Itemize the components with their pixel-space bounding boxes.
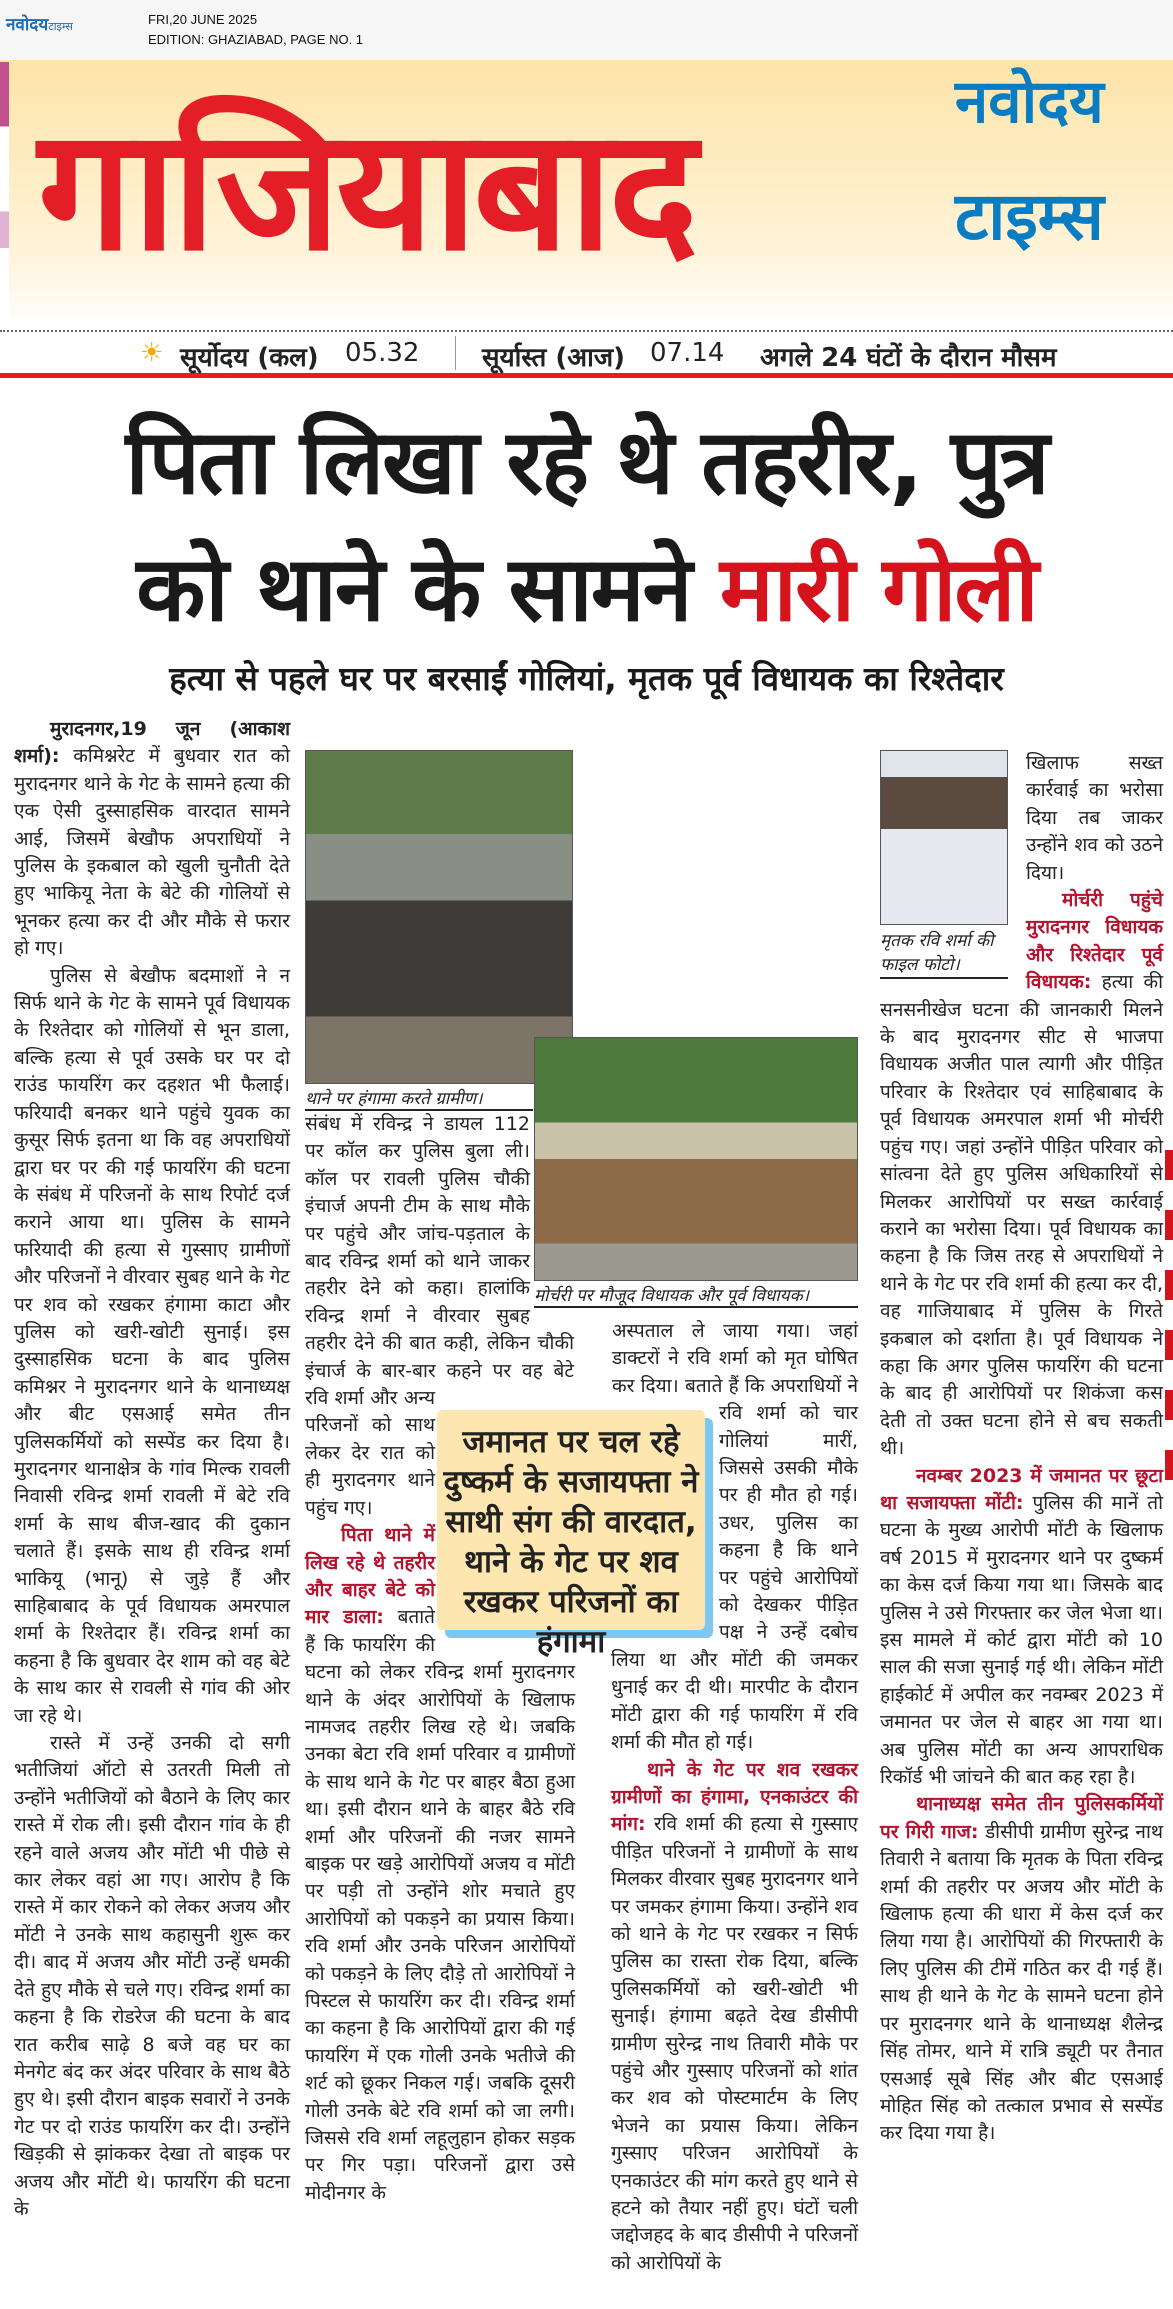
- crowd-photo: [305, 750, 573, 1084]
- paragraph: बताते हैं कि फायरिंग की घटना को लेकर रविन्द्र शर्मा मुरादनगर थाने के अंदर आरोपियों के खिलाफ नामजद तहरीर लिख रहे थे। जबकि उनका बेटा रवि शर्मा परिवार व ग्रामीणों के साथ थाने के गेट पर बाहर बैठा हुआ था। इसी दौरान थाने के बाहर बैठे रवि शर्मा और परिजनों की नजर सामने बाइक पर खड़े आरोपियों अजय व मोंटी पर पड़ी तो उन्होंने शोर मचाते हुए आरोपियों को पकड़ने का प्रयास किया। रवि शर्मा और उनके परिजन आरोपियों को पकड़ने के लिए दौड़े तो आरोपियों ने पिस्टल से फायरिंग कर दी। रविन्द्र शर्मा का कहना है कि आरोपियों द्वारा की गई फायरिंग में एक गोली उनके भतीजे की शर्ट को छूकर निकल गई। जबकि दूसरी गोली उनके बेटे रवि शर्मा को जा लगी। जिससे रवि शर्मा लहूलुहान होकर सड़क पर गिर पड़ा। परिजनों द्वारा उसे मोदीनगर के: [305, 1606, 575, 2204]
- masthead-brand: [955, 62, 1165, 322]
- victim-photo-caption: मृतक रवि शर्मा की फाइल फोटो।: [880, 929, 1008, 979]
- logo-sub: टाइम्स: [48, 20, 73, 33]
- dateline: मुरादनगर,19 जून (आकाश शर्मा):: [14, 718, 290, 768]
- headline-line1: पिता लिखा रहे थे तहरीर, पुत्र: [125, 410, 1048, 515]
- victim-photo-block: [880, 750, 1018, 982]
- paragraph: रास्ते में उन्हें उनकी दो सगी भतीजियां ऑटो से उतरती मिली तो उन्होंने भतीजियों को बैठाने के लिए कार रास्ते में रोक ली। इसी दौरान गांव के ही रहने वाले अजय और मोंटी भी पीछे से कार लेकर वहां आ गए। आरोप है कि रास्ते में कार रोकने को लेकर अजय और मोंटी ने उनके साथ कहासुनी शुरू कर दी। बाद में अजय और मोंटी उन्हें धमकी देते हुए मौके से चले गए। रविन्द्र शर्मा का कहना है कि रोडरेज की घटना के बाद रात करीब साढ़े 8 बजे वह घर का मेनगेट बंद कर अंदर परिवार के साथ बैठे हुए थे। इसी दौरान बाइक सवारों ने उनके गेट पर दो राउंड फायरिंग कर दी। उन्होंने खिड़की से झांककर देखा तो बाइक पर अजय और मोंटी थे। फायरिंग की घटना के: [14, 1732, 290, 2220]
- side-ad-strip[interactable]: [0, 62, 9, 320]
- mla-photo-caption: मोर्चरी पर मौजूद विधायक और पूर्व विधायक।: [534, 1283, 858, 1308]
- adjacent-page-edge: [1165, 1150, 1173, 1510]
- paragraph: हत्या की सनसनीखेज घटना की जानकारी मिलने के बाद मुरादनगर सीट से भाजपा विधायक अजीत पाल त्यागी और पीड़ित परिवार के रिश्तेदार एवं साहिबाबाद के पूर्व विधायक अमरपाल शर्मा भी मोर्चरी पहुंच गए। जहां उन्होंने पीड़ित परिवार को सांत्वना देते हुए पुलिस अधिकारियों से मिलकर आरोपियों पर सख्त कार्रवाई कराने का भरोसा दिया। पूर्व विधायक का कहना है कि जिस तरह से अपराधियों ने थाने के गेट पर रवि शर्मा की हत्या कर दी, वह गाजियाबाद में पुलिस के गिरते इकबाल को दर्शाता है। पूर्व विधायक ने कहा कि अगर पुलिस फायरिंग की घटना के बाद ही आरोपियों पर शिकंजा कस देती तो उक्त घटना होने से बच सकती थी।: [880, 971, 1163, 1460]
- headline-red: मारी गोली: [719, 537, 1037, 642]
- paragraph: पुलिस की मानें तो घटना के मुख्य आरोपी मोंटी के खिलाफ वर्ष 2015 में मुरादनगर थाने पर दुष्कर्म का केस दर्ज किया गया था। जिसके बाद पुलिस ने उसे गिरफ्तार कर जेल भेजा था। इस मामले में कोर्ट द्वारा मोंटी को 10 साल की सजा सुनाई गई थी। लेकिन मोंटी हाईकोर्ट में अपील कर नवम्बर 2023 में जमानत पर जेल से बाहर आ गया था। अब पुलिस मोंटी का अन्य आपराधिक रिकॉर्ड भी जांचने की बात कह रहा है।: [880, 1491, 1163, 1789]
- sunset-label: सूर्यास्त (आज): [482, 343, 626, 373]
- subheading: मोर्चरी पहुंचे मुरादनगर विधायक और रिश्तेदार पूर्व विधायक:: [1026, 889, 1163, 994]
- subheading: पिता थाने में लिख रहे थे तहरीर और बाहर बेटे को मार डाला:: [305, 1524, 435, 1629]
- divider: [455, 336, 456, 370]
- subheading: नवम्बर 2023 में जमानत पर छूटा था सजायफ्ता मोंटी:: [880, 1464, 1163, 1514]
- subheading: थाने के गेट पर शव रखकर ग्रामीणों का हंगामा, एनकाउंटर की मांग:: [611, 1758, 858, 1836]
- edition-name: EDITION: GHAZIABAD, PAGE NO. 1: [148, 32, 364, 47]
- sunrise-time: 05.32: [345, 338, 420, 368]
- headline-black: को थाने के सामने: [136, 537, 720, 642]
- masthead-city: गाजियाबाद: [38, 92, 694, 288]
- subheading: थानाध्यक्ष समेत तीन पुलिसकर्मियों पर गिरी गाज:: [880, 1793, 1163, 1843]
- sun-icon: ☀: [140, 338, 164, 368]
- sunset-time: 07.14: [650, 338, 725, 368]
- weather-bar: [0, 330, 1173, 378]
- subheadline: हत्या से पहले घर पर बरसाईं गोलियां, मृतक पूर्व विधायक का रिश्तेदार: [169, 659, 1004, 698]
- paragraph: डीसीपी ग्रामीण सुरेन्द्र नाथ तिवारी ने बताया कि मृतक के पिता रविन्द्र शर्मा की तहरीर पर अजय और मोंटी के खिलाफ हत्या की धारा में केस दर्ज कर लिया गया है। आरोपियों की गिरफ्तारी के लिए पुलिस की टीमें गठित कर दी गई हैं। साथ ही थाने के गेट के सामने घटना होने पर मुरादनगर थाने के थानाध्यक्ष शैलेन्द्र सिंह तोमर, थाने में रात्रि ड्यूटी पर तैनात एसआई सूबे सिंह और बीट एसआई मोहित सिंह को तत्काल प्रभाव से सस्पेंड कर दिया गया है।: [880, 1820, 1164, 2145]
- paragraph: संबंध में रविन्द्र ने डायल 112 पर कॉल कर पुलिस बुला ली। कॉल पर रावली पुलिस चौकी इंचार्ज अपनी टीम के साथ मौके पर पहुंचे और जांच-पड़ताल के बाद रविन्द्र शर्मा को थाने जाकर तहरीर देने को कहा। हालांकि रविन्द्र शर्मा ने वीरवार सुबह तहरीर देने की बात कही, लेकिन चौकी इंचार्ज के बार-बार कहने पर वह बेटे रवि शर्मा और अन्य परिजनों को साथ लेकर देर रात को ही मुरादनगर थाने पहुंच गए।: [305, 1113, 574, 1519]
- mla-photo: [534, 1037, 858, 1281]
- masthead-brand-top: नवोदय: [955, 67, 1104, 137]
- edition-info: [148, 10, 363, 50]
- victim-photo: [880, 750, 1008, 925]
- top-bar: [0, 0, 1173, 60]
- paragraph: खिलाफ सख्त कार्रवाई का भरोसा दिया तब जाकर उन्होंने शव को उठने दिया।: [1026, 752, 1163, 884]
- masthead-brand-bottom: टाइम्स: [955, 178, 1104, 255]
- paragraph: अस्पताल ले जाया गया। जहां डाक्टरों ने रवि शर्मा को मृत घोषित कर दिया। बताते हैं कि अपराधियों ने रवि शर्मा को चार गोलियां मारीं, जिससे उसकी मौके पर ही मौत हो गई। उधर, पुलिस का कहना है कि थाने पर पहुंचे आरोपियों को देखकर पीड़ित पक्ष ने उन्हें दबोच लिया था और मोंटी की जमकर धुनाई कर दी थी। मारपीट के दौरान मोंटी द्वारा की गई फायरिंग में रवि शर्मा की मौत हो गई।: [611, 1320, 858, 1754]
- article-column-2: [305, 1111, 575, 2207]
- paragraph: कमिश्नरेट में बुधवार रात को मुरादनगर थाने के गेट के सामने हत्या की एक ऐसी दुस्साहसिक वारदात सामने आई, जिसमें बेखौफ अपराधियों ने पुलिस के इकबाल को खुली चुनौती देते हुए भाकियू नेता के बेटे की गोलियों से भूनकर हत्या कर दी और मौके से फरार हो गए।: [14, 745, 290, 960]
- paragraph: रवि शर्मा की हत्या से गुस्साए पीड़ित परिजनों ने ग्रामीणों के साथ मिलकर वीरवार सुबह मुरादनगर थाने पर जमकर हंगामा किया। उन्होंने शव को थाने के गेट पर रखकर न सिर्फ पुलिस का रास्ता रोक दिया, बल्कि पुलिसकर्मियों को खरी-खोटी भी सुनाई। हंगामा बढ़ते देख डीसीपी ग्रामीण सुरेन्द्र नाथ तिवारी मौके पर पहुंचे और गुस्साए परिजनों को शांत कर शव को पोस्टमार्टम के लिए भेजने का प्रयास किया। लेकिन गुस्साए परिजन आरोपियों के एनकाउंटर की मांग करते हुए थाने से हटने को तैयार नहीं हुए। घंटों चली जद्दोजहद के बाद डीसीपी ने परिजनों को आरोपियों के: [611, 1813, 858, 2274]
- headline-line2: [0, 527, 1173, 653]
- paragraph: पुलिस से बेखौफ बदमाशों ने न सिर्फ थाने के गेट के सामने पूर्व विधायक के रिश्तेदार को गोलियों से भून डाला, बल्कि हत्या से पूर्व उसके घर पर दो राउंड फायरिंग कर दहशत भी फैलाई। फरियादी बनकर थाने पहुंचे युवक का कुसूर सिर्फ इतना था कि वह अपराधियों द्वारा घर पर की गई फायरिंग की घटना के संबंध में परिजनों के साथ रिपोर्ट दर्ज कराने आया था। पुलिस के सामने फरियादी की हत्या से गुस्साए ग्रामीणों और परिजनों ने वीरवार सुबह थाने के गेट पर शव को रखकर हंगामा काटा और पुलिस को खरी-खोटी सुनाई। इस दुस्साहसिक घटना के बाद पुलिस कमिश्नर ने मुरादनगर थाने के थानाध्यक्ष और बीट एसआई समेत तीन पुलिसकर्मियों को सस्पेंड कर दिया है। मुरादनगर थानाक्षेत्र के गांव मिल्क रावली निवासी रविन्द्र शर्मा रावली में बेटे रवि शर्मा के साथ बीज-खाद की दुकान चलाते हैं। इसके साथ ही रविन्द्र शर्मा भाकियू (भानू) से जुड़े हैं और साहिबाबाद के पूर्व विधायक अमरपाल शर्मा के रिश्तेदार हैं। रविन्द्र शर्मा का कहना है कि बुधवार देर शाम को वह बेटे के साथ कार से रावली से गांव की ओर जा रहे थे।: [14, 964, 290, 1727]
- forecast-label: अगले 24 घंटों के दौरान मौसम: [760, 343, 1057, 373]
- pull-quote: जमानत पर चल रहे दुष्कर्म के सजायफ्ता ने साथी संग की वारदात, थाने के गेट पर शव रखकर परिजनों का हंगामा: [437, 1410, 705, 1630]
- logo-text: नवोदय: [6, 15, 49, 35]
- edition-date: FRI,20 JUNE 2025: [148, 12, 258, 27]
- article-column-4: [880, 750, 1163, 2148]
- sunrise-label: सूर्योदय (कल): [180, 343, 319, 373]
- crowd-photo-caption: थाने पर हंगामा करते ग्रामीण।: [305, 1086, 533, 1111]
- brand-logo[interactable]: [6, 12, 73, 35]
- article-column-1: [14, 716, 290, 2223]
